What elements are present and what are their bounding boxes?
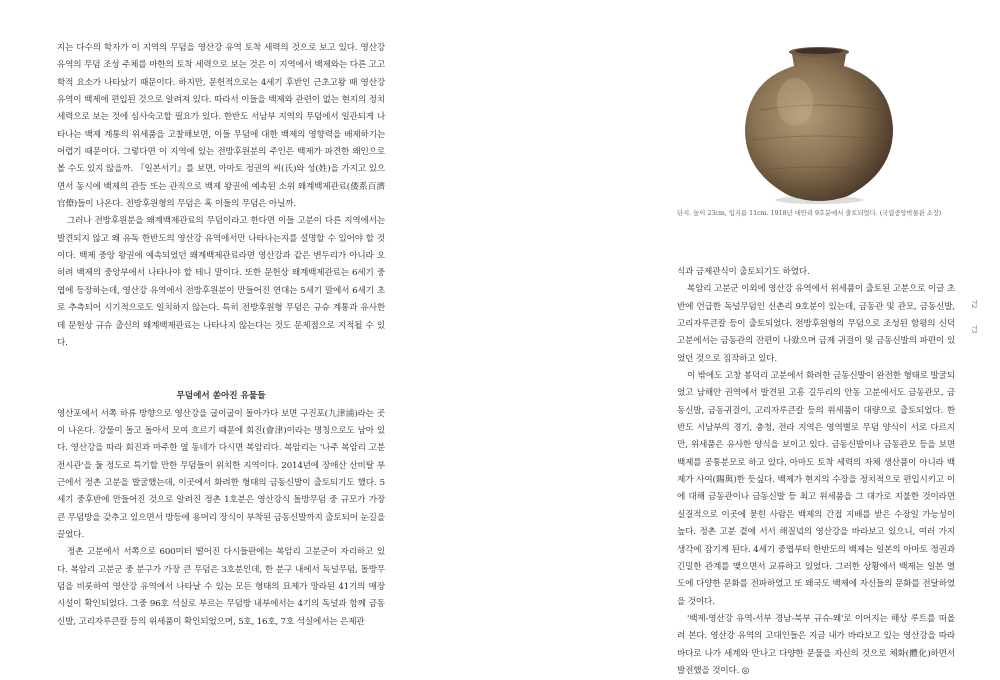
body-paragraph: 이 밖에도 고창 봉덕리 고분에서 화려한 금동신발이 완전한 형태로 발굴되었고 남해안 권역에서 발견된 고흥 길두리의 안동 고분에서도 금동관모, 금동신발, 금동귀걸이, 고리자루큰칼 등의 위세품이 대량으로 출토되었다. 한반도 서남부의 경기, 충청, 전라 지역은 영역별로 무덤 양식이 서로 다르지만, 위세품은 유사한 양식을 보이고 있다. 금동신발이나 금동관모 등을 보면 백제를 공통분모로 하고 있다. 아마도 토착 세력의 자체 생산품이 아니라 백제가 사여(賜與)한 듯싶다. 백제가 현지의 수장을 정치적으로 편입시키고 이에 대해 금동관이나 금동신발 등 최고 위세품을 그 대가로 지불한 것이라면 실질적으로 이곳에 묻힌 사람은 백제의 간접 지배를 받은 수장일 가능성이 높다. 정촌 고분 곁에 서서 해질녘의 영산강을 바라보고 있으니, 여러 가지 생각에 잠기게 된다. 4세기 중엽부터 한반도의 백제는 일본의 아마토 정권과 긴밀한 관계를 맺으면서 교류하고 있었다. 그러한 상황에서 백제는 일본 열도에 다양한 문화를 전파하였고 또 왜국도 백제에 자신들의 문화를 전달하였을 것이다. [677, 371, 955, 607]
body-paragraph: 영산포에서 서쪽 하류 방향으로 영산강을 굽이굽이 돌아가다 보면 구진포(九津浦)라는 곳이 나온다. 강물이 돌고 돌아서 모여 흐르기 때문에 회진(會津)이라는 명칭으로도 남아 있다. 영산강을 따라 회진과 마주한 옆 동네가 다시면 복암리다. 복암리는 '나주 복암리 고분전시관'을 둘 정도로 특기할 만한 무덤들이 위치한 지역이다. 2014년에 장애산 산비탈 부근에서 정촌 고분을 발굴했는데, 이곳에서 화려한 형태의 금동신발이 출토되기도 했다. 5세기 중후반에 만들어진 것으로 알려진 정촌 1호분은 영산강식 돌방무덤 중 규모가 가장 큰 무덤방을 갖추고 있으면서 방등에 용머리 장식이 부착된 금동신발까지 출토되어 눈길을 끌었다. [57, 408, 385, 540]
figure-caption: 단지. 높이 23cm, 입지름 11cm. 1918년 대안리 9호분에서 출토되었다. (국립중앙박물관 소장) [677, 210, 942, 217]
body-paragraph: '백제-영산강 유역-서부 경남-북부 규슈-왜'로 이어지는 해상 루트를 떠올려 본다. 영산강 유역의 고대인들은 지금 내가 바라보고 있는 영산강을 따라 바다로 나가 세계와 만나고 다양한 문물을 자신의 것으로 체화(體化)하면서 발전했을 것이다. ◎ [677, 613, 955, 676]
body-paragraph: 지는 다수의 학자가 이 지역의 무덤을 영산강 유역 토착 세력의 것으로 보고 있다. 영산강 유역의 무덤 조성 주체를 마한의 토착 세력으로 보는 것은 이 지역에서 백제와는 다른 고고학적 요소가 나타났기 때문이다. 하지만, 문헌적으로는 4세기 후반인 근초고왕 때 영산강 유역이 백제에 편입된 것으로 알려져 있다. 따라서 이들을 백제와 관련이 없는 현지의 정치 세력으로 보는 것에 심사숙고할 필요가 있다. 한반도 서남부 지역의 무덤에서 일관되게 나타나는 백제 계통의 위세품을 고찰해보면, 이들 무덤에 대한 백제의 영향력을 배제하기는 어렵기 때문이다. 그렇다면 이 지역에 있는 전방후원분의 주인은 백제가 파견한 왜인으로 볼 수도 있지 않을까. 『일본서기』를 보면, 아마토 정권의 씨(氏)와 성(姓)을 가지고 있으면서 동시에 백제의 관등 또는 관직으로 백제 왕권에 예속된 소위 왜계백제관료(倭系百濟官僚)들이 나온다. 전방후원형의 무덤은 혹 이들의 무덤은 아닐까. [57, 43, 385, 210]
left-text-column [57, 40, 385, 631]
page-number-right: 73 [970, 325, 978, 334]
page-number-left: 72 [970, 300, 978, 309]
right-text-column [677, 264, 955, 680]
body-paragraph: 식과 금제관식이 출토되기도 하였다. [677, 267, 810, 277]
section-heading: 무덤에서 쏟아진 유물들 [176, 391, 266, 402]
body-paragraph: 그러나 전방후원분을 왜계백제관료의 무덤이라고 한다면 이들 고분이 다른 지역에서는 발견되지 않고 왜 유독 한반도의 영산강 유역에서만 나타나는지를 설명할 수 있어야 할 것이다. 백제 중앙 왕권에 예속되었던 왜계백제관료라면 영산강과 같은 변두리가 아니라 오히려 백제의 중앙부에서 나타나야 할 테니 말이다. 또한 문헌상 왜계백제관료는 6세기 중엽에 등장하는데, 영산강 유역에서 전방후원분이 만들어진 연대는 5세기 말에서 6세기 초로 추측되어 시기적으로도 일치하지 않는다. 특히 전방후원형 무덤은 규슈 계통과 유사한데 문헌상 규슈 출신의 왜계백제관료는 나타나지 않는다는 것도 문제점으로 지적될 수 있다. [57, 216, 385, 348]
clay-jar-icon [740, 40, 898, 205]
body-paragraph: 정촌 고분에서 서쪽으로 600미터 떨어진 다시들판에는 복암리 고분군이 자리하고 있다. 복암리 고분군 중 분구가 가장 큰 무덤은 3호분인데, 한 분구 내에서 독널무덤, 돌방무덤을 비롯하여 영산강 유역에서 나타날 수 있는 모든 형태의 묘제가 망라된 41기의 매장 시설이 확인되었다. 그중 96호 석실로 부르는 무덤방 내부에서는 4기의 독널과 함께 금동신발, 고리자루큰칼 등의 위세품이 확인되었으며, 5호, 16호, 7호 석실에서는 은제관 [57, 547, 385, 627]
body-paragraph: 복암리 고분군 이외에 영산강 유역에서 위세품이 출토된 고분으로 이글 초반에 언급한 독널무덤인 신촌리 9호분이 있는데, 금동관 및 관모, 금동신발, 고리자루큰칼 등이 출토되었다. 전방후원형의 무덤으로 조성된 함평의 신덕 고분에서는 금동관의 잔편이 나왔으며 금제 귀걸이 및 금동신발의 파편이 있었던 것으로 짐작하고 있다. [677, 284, 955, 364]
